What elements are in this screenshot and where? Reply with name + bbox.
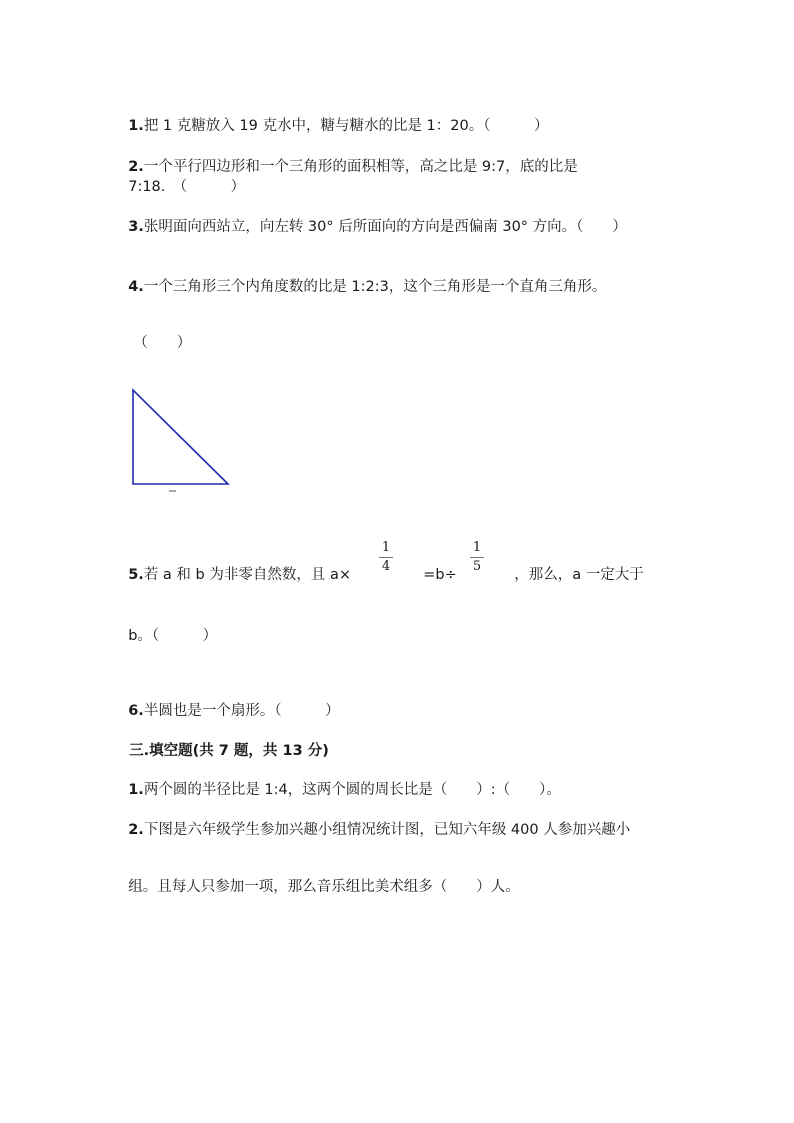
question-text: 一个三角形三个内角度数的比是 1:2:3，这个三角形是一个直角三角形。 xyxy=(143,279,607,295)
question-number: 1. xyxy=(128,782,144,798)
question-text-a: 若 a 和 b 为非零自然数，且 a× xyxy=(143,567,351,583)
section-heading: 三.填空题(共 7 题，共 13 分) xyxy=(129,743,329,759)
question-5-part-c xyxy=(505,545,644,585)
question-text: 张明面向西站立，向左转 30° 后所面向的方向是西偏南 30° 方向。（ ） xyxy=(143,219,627,235)
section-title xyxy=(119,721,329,761)
fraction-numerator: 1 xyxy=(381,540,391,555)
fraction-denominator: 4 xyxy=(381,559,391,574)
question-text: 一个平行四边形和一个三角形的面积相等，高之比是 9:7，底的比是 xyxy=(143,159,578,175)
question-text: 组。且每人只参加一项，那么音乐组比美术组多（ ）人。 xyxy=(128,879,520,895)
question-number: 4. xyxy=(128,279,144,295)
question-2-continued xyxy=(119,157,245,197)
question-number: 3. xyxy=(128,219,144,235)
question-number: 2. xyxy=(128,159,144,175)
question-text-b: =b÷ xyxy=(423,567,457,583)
question-text: 两个圆的半径比是 1:4，这两个圆的周长比是（ ）:（ ）。 xyxy=(143,782,561,798)
question-4 xyxy=(119,257,606,297)
question-3 xyxy=(119,197,627,237)
question-6 xyxy=(119,681,340,721)
answer-parenthesis: （ ） xyxy=(133,335,192,351)
question-text: 7:18. （ ） xyxy=(128,179,246,195)
fill-question-1 xyxy=(119,760,561,800)
fraction-bar xyxy=(470,557,484,558)
question-1 xyxy=(119,96,548,136)
question-text: b。（ ） xyxy=(128,628,218,644)
right-triangle-figure xyxy=(128,384,234,496)
question-5 xyxy=(119,545,351,585)
fill-question-2-continued xyxy=(119,857,520,897)
question-5-continued xyxy=(119,606,217,646)
question-text-c: ，那么，a 一定大于 xyxy=(514,567,644,583)
question-4-answer-paren xyxy=(124,313,191,353)
fraction-denominator: 5 xyxy=(472,559,482,574)
question-number: 2. xyxy=(128,822,144,838)
fraction-one-fourth xyxy=(379,540,393,575)
question-number: 1. xyxy=(128,118,144,134)
question-text: 半圆也是一个扇形。（ ） xyxy=(143,703,340,719)
question-number: 6. xyxy=(128,703,144,719)
question-text: 把 1 克糖放入 19 克水中，糖与糖水的比是 1：20。（ ） xyxy=(143,118,549,134)
question-5-part-b xyxy=(414,545,457,585)
triangle-shape xyxy=(133,390,228,484)
fraction-bar xyxy=(379,557,393,558)
fraction-numerator: 1 xyxy=(472,540,482,555)
fraction-one-fifth xyxy=(470,540,484,575)
fill-question-2 xyxy=(119,800,630,840)
question-text: 下图是六年级学生参加兴趣小组情况统计图，已知六年级 400 人参加兴趣小 xyxy=(143,822,631,838)
question-number: 5. xyxy=(128,567,144,583)
